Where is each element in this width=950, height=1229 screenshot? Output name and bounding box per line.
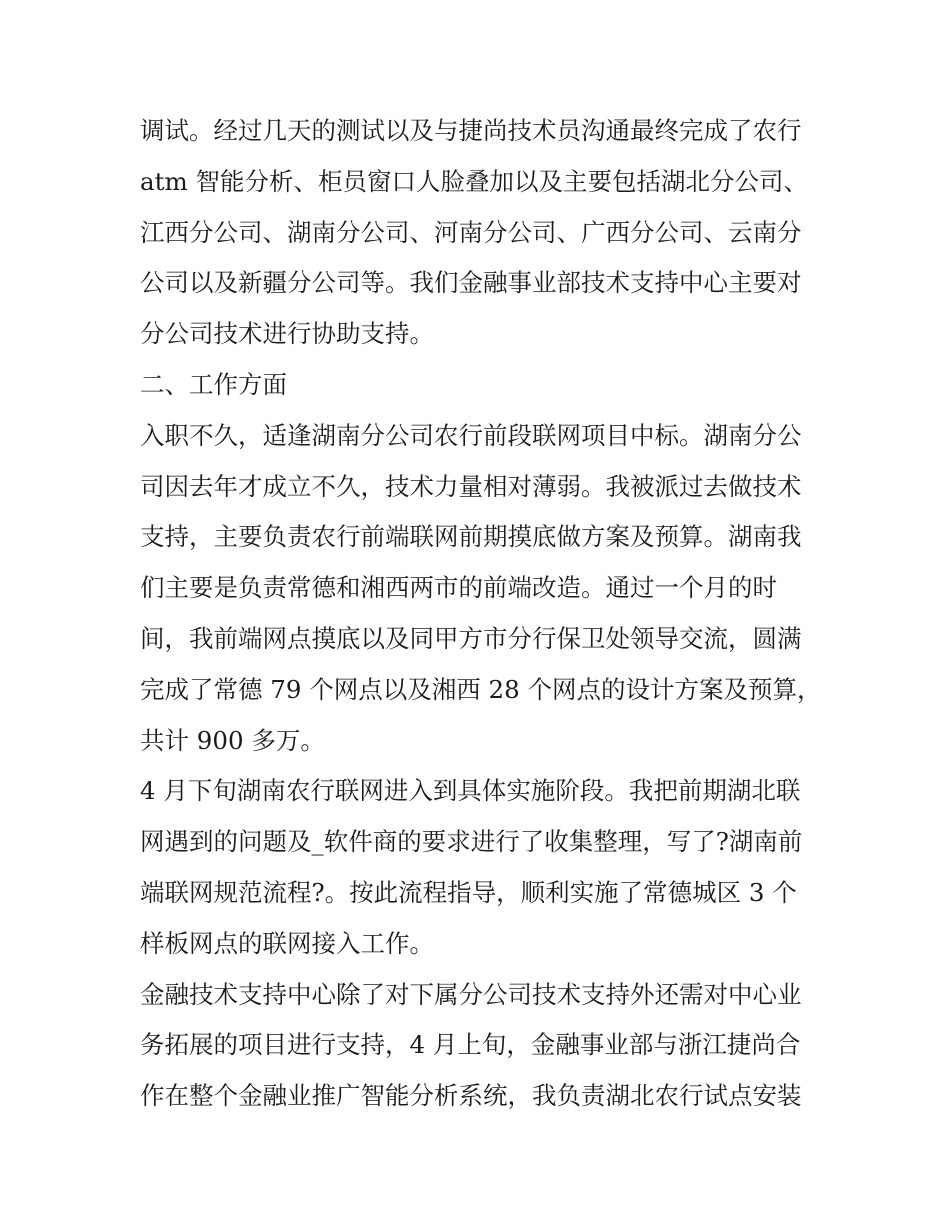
text-line: 网遇到的问题及_软件商的要求进行了收集整理，写了?湖南前 [140,827,803,857]
text-line: 样板网点的联网接入工作。 [140,928,434,958]
text-line: 共计 900 多万。 [140,725,325,755]
text-line: 支持，主要负责农行前端联网前期摸底做方案及预算。湖南我 [140,522,802,552]
text-line: 调试。经过几天的测试以及与捷尚技术员沟通最终完成了农行 [140,116,802,145]
text-line: 公司以及新疆分公司等。我们金融事业部技术支持中心主要对 [140,268,802,298]
text-line: 们主要是负责常德和湘西两市的前端改造。通过一个月的时 [140,573,777,603]
text-line: 作在整个金融业推广智能分析系统，我负责湖北农行试点安装 [140,1081,802,1111]
section-heading: 二、工作方面 [140,369,287,399]
document-body [140,106,820,1122]
text-line: atm 智能分析、柜员窗口人脸叠加以及主要包括湖北分公司、 [140,166,808,196]
text-line: 完成了常德 79 个网点以及湘西 28 个网点的设计方案及预算， [140,674,822,704]
text-line: 端联网规范流程?。按此流程指导，顺利实施了常德城区 3 个 [140,877,797,907]
text-line: 司因去年才成立不久，技术力量相对薄弱。我被派过去做技术 [140,471,802,501]
text-line: 务拓展的项目进行支持，4 月上旬，金融事业部与浙江捷尚合 [140,1030,801,1060]
text-line: 分公司技术进行协助支持。 [140,319,434,349]
text-line: 入职不久，适逢湖南分公司农行前段联网项目中标。湖南分公 [140,420,802,450]
text-line: 江西分公司、湖南分公司、河南分公司、广西分公司、云南分 [140,217,802,247]
text-line: 4 月下旬湖南农行联网进入到具体实施阶段。我把前期湖北联 [140,776,801,806]
text-line: 间，我前端网点摸底以及同甲方市分行保卫处领导交流，圆满 [140,623,802,653]
text-line: 金融技术支持中心除了对下属分公司技术支持外还需对中心业 [140,979,802,1009]
